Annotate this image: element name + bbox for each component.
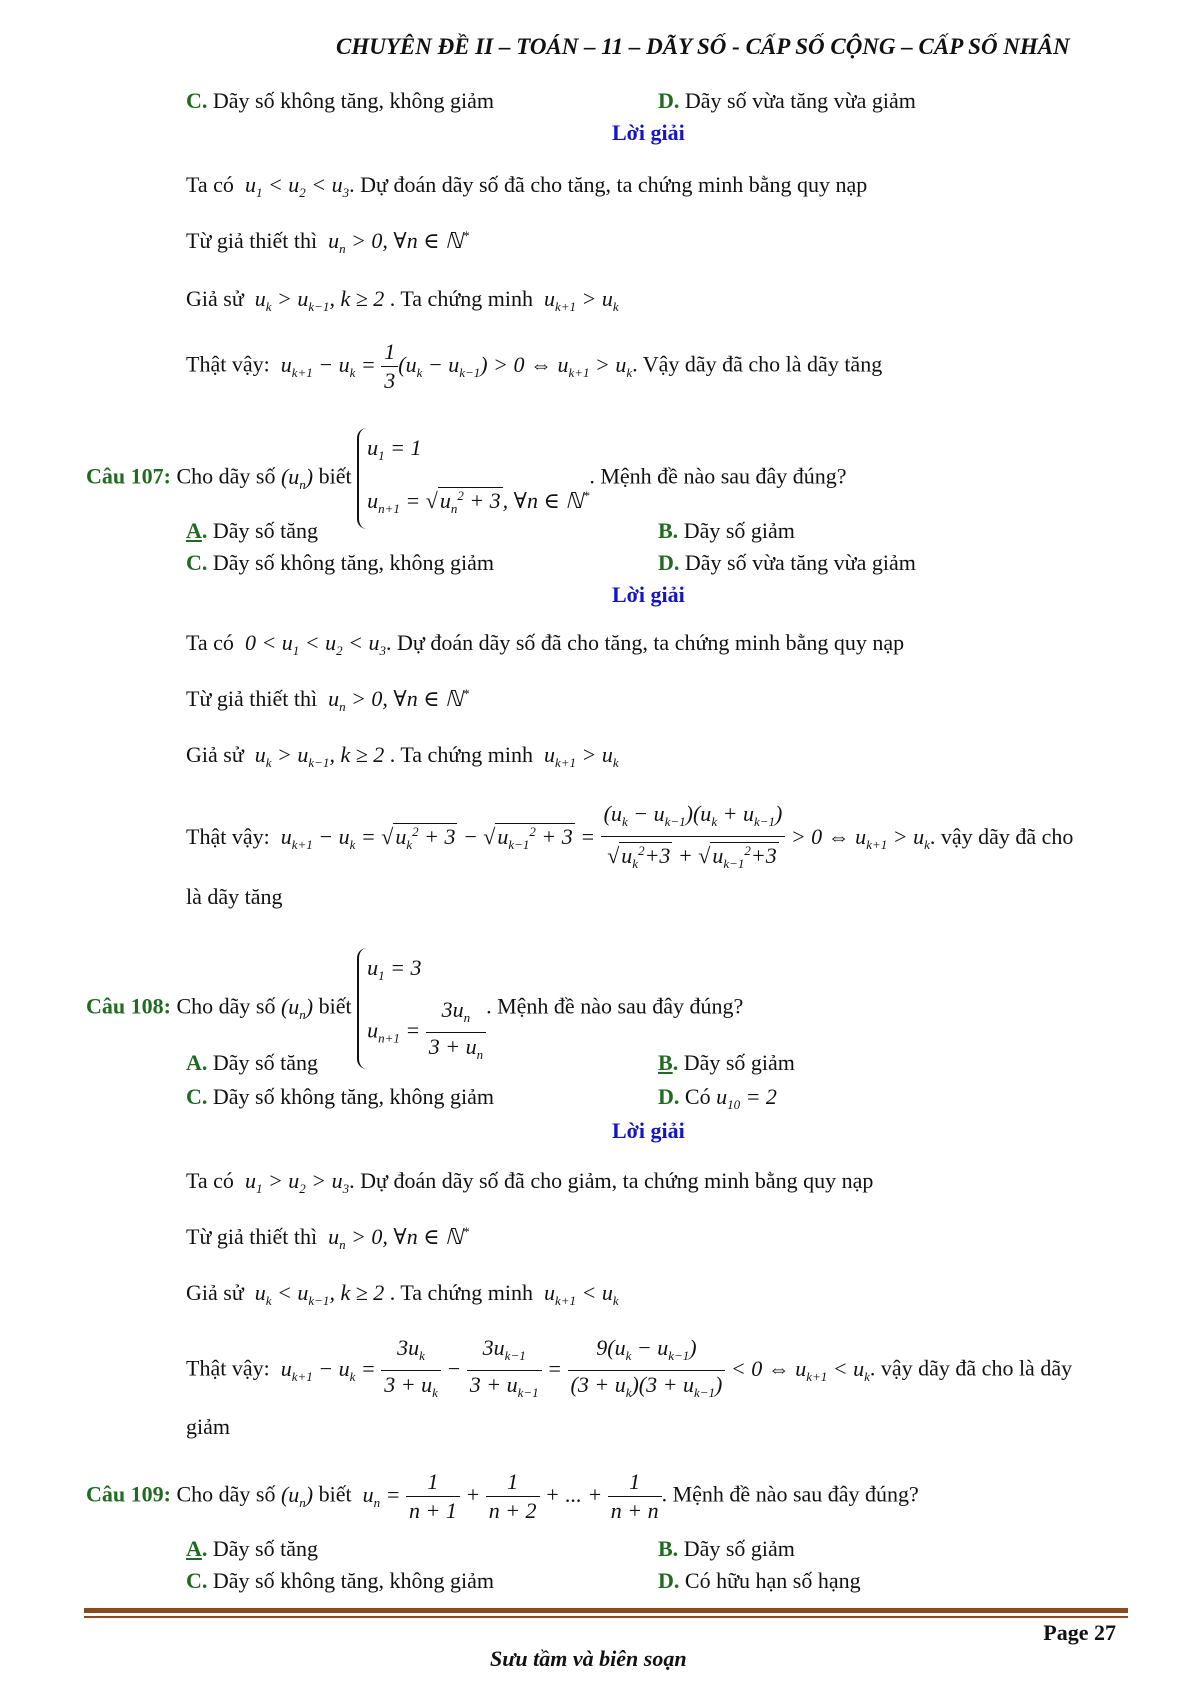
text: Cho dãy số [176, 993, 276, 1019]
q108-line-2 [186, 1224, 469, 1253]
math: $u_{k+1} - u_k = √u_k^2 + 3 - √u_{k-1}^2 + 3$ = $\frac{(u_k - u_{k-1})(u_k + u_{k-1})}{√u_k^2+3 + √u_{k-1}^2+3}$ > 0 ⇔ $u_{k+1} > u_k$ [275, 801, 930, 871]
q109-option-b[interactable] [658, 1536, 795, 1562]
math: $u_k > u_{k-1}$, k ≥ 2 [249, 742, 385, 770]
q108-option-a[interactable] [186, 1050, 318, 1076]
text: . vậy dãy đã cho là dãy [869, 1355, 1073, 1381]
question-107 [86, 428, 847, 529]
q107-line-1 [186, 630, 904, 659]
math: $(u_n)$ [280, 463, 314, 492]
footer-credit: Sưu tầm và biên soạn [490, 1646, 687, 1671]
math-system: $u_1 = 1$ $u_{n+1} = √u_n^2 + 3$, ∀n ∈ ℕ* [357, 428, 589, 529]
q107-line-5: là dãy tăng [186, 884, 283, 909]
math: $0 < u_1 < u_2 < u_3$ [239, 630, 387, 658]
option-label: C. [186, 550, 208, 575]
text: biết [318, 1481, 352, 1507]
prev-option-c [186, 88, 494, 114]
q109-option-c[interactable] [186, 1568, 494, 1594]
option-text: Dãy số không tăng, không giảm [212, 88, 494, 113]
text: Giả sử [186, 742, 244, 767]
math: $u_1 > u_2 > u_3$ [239, 1168, 350, 1196]
text: . Mệnh đề nào sau đây đúng? [661, 1481, 919, 1507]
footer-rule-thin [84, 1616, 1128, 1618]
page-number: Page 27 [1043, 1620, 1116, 1645]
prev-line-4 [186, 338, 882, 395]
option-text: Có [684, 1084, 711, 1109]
q108-option-c[interactable] [186, 1084, 494, 1110]
text: . Mệnh đề nào sau đây đúng? [486, 993, 744, 1019]
question-109 [86, 1468, 919, 1525]
text: biết [318, 993, 352, 1019]
q108-line-5: giảm [186, 1414, 230, 1439]
option-label: D. [658, 1568, 680, 1593]
option-text: Dãy số giảm [683, 518, 795, 543]
math: $u_n > 0$, ∀n ∈ ℕ* [322, 228, 470, 256]
option-label: B. [658, 1536, 679, 1561]
text: Ta có [186, 630, 234, 655]
option-label: A [186, 1536, 202, 1561]
solution-title: Lời giải [612, 120, 685, 145]
text: Cho dãy số [176, 463, 276, 489]
option-label: B [658, 1050, 673, 1075]
math: $u_1 < u_2 < u_3$ [239, 172, 350, 200]
math: $u_{k+1} - u_k$ = $\frac{3u_k}{3 + u_k}$ − $\frac{3u_{k-1}}{3 + u_{k-1}}$ = $\frac{9(u_k - u_{k-1})}{(3 + u_k)(3 + u_{k-1})}$ < 0 ⇔ $u_{k+1} < u_k$ [275, 1335, 870, 1400]
math-system: $u_1 = 3$ $u_{n+1}$ = $\frac{3u_n}{3 + u_n}$ [357, 948, 486, 1069]
text: . Ta chứng minh [389, 742, 533, 767]
solution-title: Lời giải [612, 582, 685, 607]
text: . Ta chứng minh [389, 1280, 533, 1305]
text: Từ giả thiết thì [186, 686, 318, 711]
solution-title: Lời giải [612, 1118, 685, 1143]
option-text: Có hữu hạn số hạng [684, 1568, 861, 1593]
option-text: Dãy số không tăng, không giảm [212, 1084, 494, 1109]
prev-option-d [658, 88, 916, 114]
math: $u_k > u_{k-1}$, k ≥ 2 [249, 286, 385, 314]
option-text: Dãy số không tăng, không giảm [212, 1568, 494, 1593]
option-label: C. [186, 88, 208, 113]
option-text: Dãy số giảm [683, 1536, 795, 1561]
q109-option-d[interactable] [658, 1568, 861, 1594]
math: $u_{k+1} > u_k$ [538, 742, 619, 770]
prev-line-1 [186, 172, 867, 201]
text: Cho dãy số [176, 1481, 276, 1507]
math: $u_{k+1} > u_k$ [538, 286, 619, 314]
math: $u_n > 0$, ∀n ∈ ℕ* [322, 686, 470, 714]
math: $u_{k+1} < u_k$ [538, 1280, 619, 1308]
text: Ta có [186, 172, 234, 197]
text: Thật vậy: [186, 824, 270, 850]
option-text: Dãy số vừa tăng vừa giảm [684, 550, 916, 575]
math: $u_{k+1} - u_k$ = $\frac{1}{3}$ $(u_k - u_{k-1}) > 0$ ⇔ $u_{k+1} > u_k$ [275, 339, 633, 393]
text: Thật vậy: [186, 1355, 270, 1381]
text: . Ta chứng minh [389, 286, 533, 311]
q107-line-4 [186, 800, 1073, 878]
option-label: C. [186, 1568, 208, 1593]
option-text: Dãy số tăng [212, 1536, 318, 1561]
q108-option-d[interactable] [658, 1084, 777, 1113]
text: Từ giả thiết thì [186, 228, 318, 253]
math: $u_n$ = $\frac{1}{n + 1}$ + $\frac{1}{n + 2}$ + ... + $\frac{1}{n + n}$ [357, 1482, 662, 1507]
prev-line-3 [186, 286, 619, 315]
option-text: Dãy số tăng [212, 1050, 318, 1075]
q107-option-b[interactable] [658, 518, 795, 544]
option-text: Dãy số tăng [212, 518, 318, 543]
text: . Dự đoán dãy số đã cho tăng, ta chứng minh bằng quy nạp [386, 630, 905, 655]
option-label: B. [658, 518, 679, 543]
math: $(u_n)$ [280, 993, 314, 1022]
option-label: D. [658, 550, 680, 575]
question-label: Câu 109: [86, 1481, 171, 1507]
footer-rule-thick [84, 1608, 1128, 1613]
text: Từ giả thiết thì [186, 1224, 318, 1249]
option-label: D. [658, 1084, 680, 1109]
text: . Mệnh đề nào sau đây đúng? [589, 463, 847, 489]
q107-option-d[interactable] [658, 550, 916, 576]
q107-line-3 [186, 742, 619, 771]
option-text: Dãy số vừa tăng vừa giảm [684, 88, 916, 113]
math: $(u_n)$ [280, 1481, 314, 1510]
prev-line-2 [186, 228, 469, 257]
option-label: A. [186, 1050, 208, 1075]
q108-line-3 [186, 1280, 619, 1309]
option-label: C. [186, 1084, 208, 1109]
text: biết [318, 463, 352, 489]
math: $u_n > 0$, ∀n ∈ ℕ* [322, 1224, 470, 1252]
math: $u_{10} = 2$ [716, 1084, 777, 1112]
q109-option-a[interactable]: A. Dãy số tăng [186, 1536, 318, 1561]
option-label: D. [658, 88, 680, 113]
page-header-title: CHUYÊN ĐỀ II – TOÁN – 11 – DÃY SỐ - CẤP SỐ CỘNG – CẤP SỐ NHÂN [336, 34, 1070, 59]
text: . Vậy dãy đã cho là dãy tăng [632, 351, 883, 377]
q108-line-1 [186, 1168, 873, 1197]
q107-option-c[interactable] [186, 550, 494, 576]
text: . Dự đoán dãy số đã cho tăng, ta chứng minh bằng quy nạp [349, 172, 868, 197]
text: Thật vậy: [186, 351, 270, 377]
question-label: Câu 107: [86, 463, 171, 489]
question-label: Câu 108: [86, 993, 171, 1019]
option-text: Dãy số không tăng, không giảm [212, 550, 494, 575]
math: $u_k < u_{k-1}$, k ≥ 2 [249, 1280, 385, 1308]
q107-option-a[interactable]: A. Dãy số tăng [186, 518, 318, 543]
text: Giả sử [186, 1280, 244, 1305]
text: . Dự đoán dãy số đã cho giảm, ta chứng minh bằng quy nạp [349, 1168, 874, 1193]
text: . vậy dãy đã cho [929, 824, 1074, 850]
text: Giả sử [186, 286, 244, 311]
option-text: Dãy số giảm [683, 1050, 795, 1075]
question-108 [86, 948, 743, 1069]
option-label: A [186, 518, 202, 543]
q108-option-b[interactable]: B. Dãy số giảm [658, 1050, 795, 1075]
q107-line-2 [186, 686, 469, 715]
q108-line-4 [186, 1334, 1072, 1407]
text: Ta có [186, 1168, 234, 1193]
